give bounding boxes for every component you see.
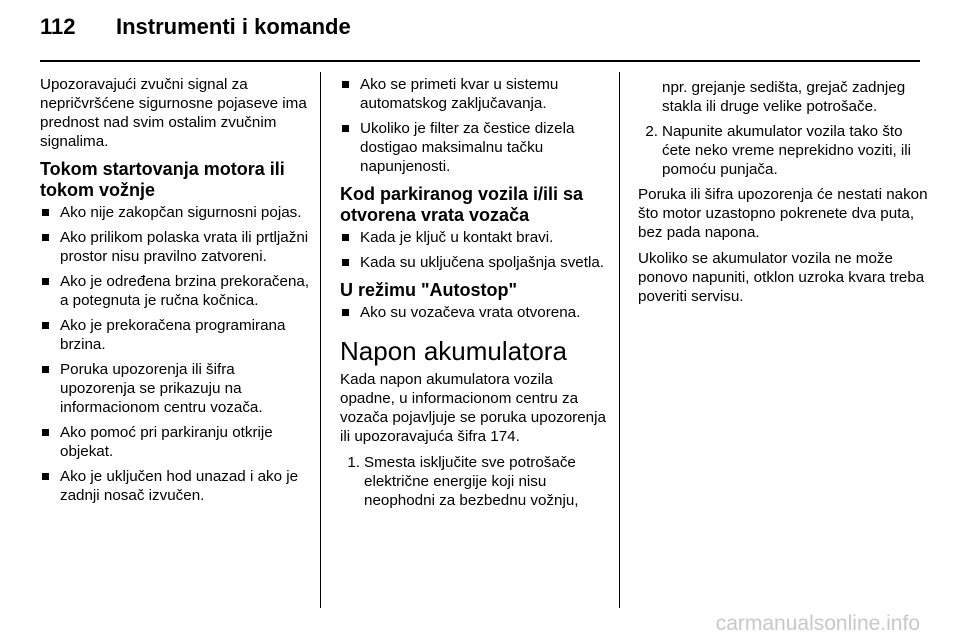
list-item: Ukoliko je filter za čestice dizela dostigao maksimalnu tačku napunjenosti.: [340, 119, 608, 176]
list-item: Ako prilikom polaska vrata ili prtljažni prostor nisu pravilno zatvoreni.: [40, 228, 312, 266]
list-item: Poruka upozorenja ili šifra upozorenja se prikazuju na informacionom centru vozača.: [40, 360, 312, 417]
battery-steps-list: [340, 453, 608, 510]
list-item: Kada su uključena spoljašnja svetla.: [340, 253, 608, 272]
list-item: Ako nije zakopčan sigurnosni pojas.: [40, 203, 312, 222]
column-1: [40, 75, 312, 511]
page-title: Instrumenti i komande: [116, 14, 351, 39]
warning-clear-paragraph: Poruka ili šifra upozorenja će nestati nakon što motor uzastopno pokrenete dva puta, bez pada napona.: [638, 186, 928, 241]
service-paragraph: Ukoliko se akumulator vozila ne može ponovo napuniti, otklon uzroka kvara treba poveriti servisu.: [638, 250, 925, 305]
list-item: [340, 453, 608, 510]
section-heading-driving: Tokom startovanja motora ili tokom vožnje: [40, 159, 285, 200]
list-item: Ako je određena brzina prekoračena, a potegnuta je ručna kočnica.: [40, 272, 312, 310]
step-number: 1.: [347, 454, 360, 471]
page-number: 112: [40, 14, 76, 39]
list-item: Ako je prekoračena programirana brzina.: [40, 316, 312, 354]
driving-bullet-list-cont: [340, 75, 608, 176]
list-item: Ako se primeti kvar u sistemu automatskog zaključavanja.: [340, 75, 608, 113]
list-item: Ako je uključen hod unazad i ako je zadnji nosač izvučen.: [40, 467, 312, 505]
list-item: Ako pomoć pri parkiranju otkrije objekat.: [40, 423, 312, 461]
section-title-battery: Napon akumulatora: [340, 336, 567, 366]
autostop-bullet-list: [340, 303, 608, 322]
battery-steps-list-cont: [638, 122, 928, 179]
list-item: [638, 122, 928, 179]
section-heading-autostop: U režimu "Autostop": [340, 280, 518, 300]
list-item: Kada je ključ u kontakt bravi.: [340, 228, 608, 247]
column-divider-1: [320, 72, 321, 608]
header-rule: [40, 60, 920, 62]
battery-intro-paragraph: Kada napon akumulatora vozila opadne, u informacionom centru za vozača pojavljuje se poruka upozorenja ili upozoravajuća šifra 174.: [340, 371, 606, 445]
step-text: Napunite akumulator vozila tako što ćete neko vreme neprekidno voziti, ili pomoću punjača.: [662, 123, 912, 178]
step-text: Smesta isključite sve potrošače električne energije koji nisu neophodni za bezbednu vožnju,: [364, 454, 579, 509]
step-continuation: npr. grejanje sedišta, grejač zadnjeg stakla ili druge velike potrošače.: [662, 79, 906, 115]
section-heading-parking: Kod parkiranog vozila i/ili sa otvorena vrata vozača: [340, 184, 584, 225]
parking-bullet-list: [340, 228, 608, 272]
intro-paragraph: Upozoravajući zvučni signal za nepričvršćene sigurnosne pojaseve ima prednost nad svim ostalim zvučnim signalima.: [40, 76, 307, 150]
driving-bullet-list: [40, 203, 312, 505]
watermark: carmanualsonline.info: [715, 612, 920, 635]
step-number: 2.: [645, 123, 658, 140]
list-item: Ako su vozačeva vrata otvorena.: [340, 303, 608, 322]
column-2: [340, 75, 608, 516]
column-3: [638, 78, 928, 313]
column-divider-2: [619, 72, 620, 608]
